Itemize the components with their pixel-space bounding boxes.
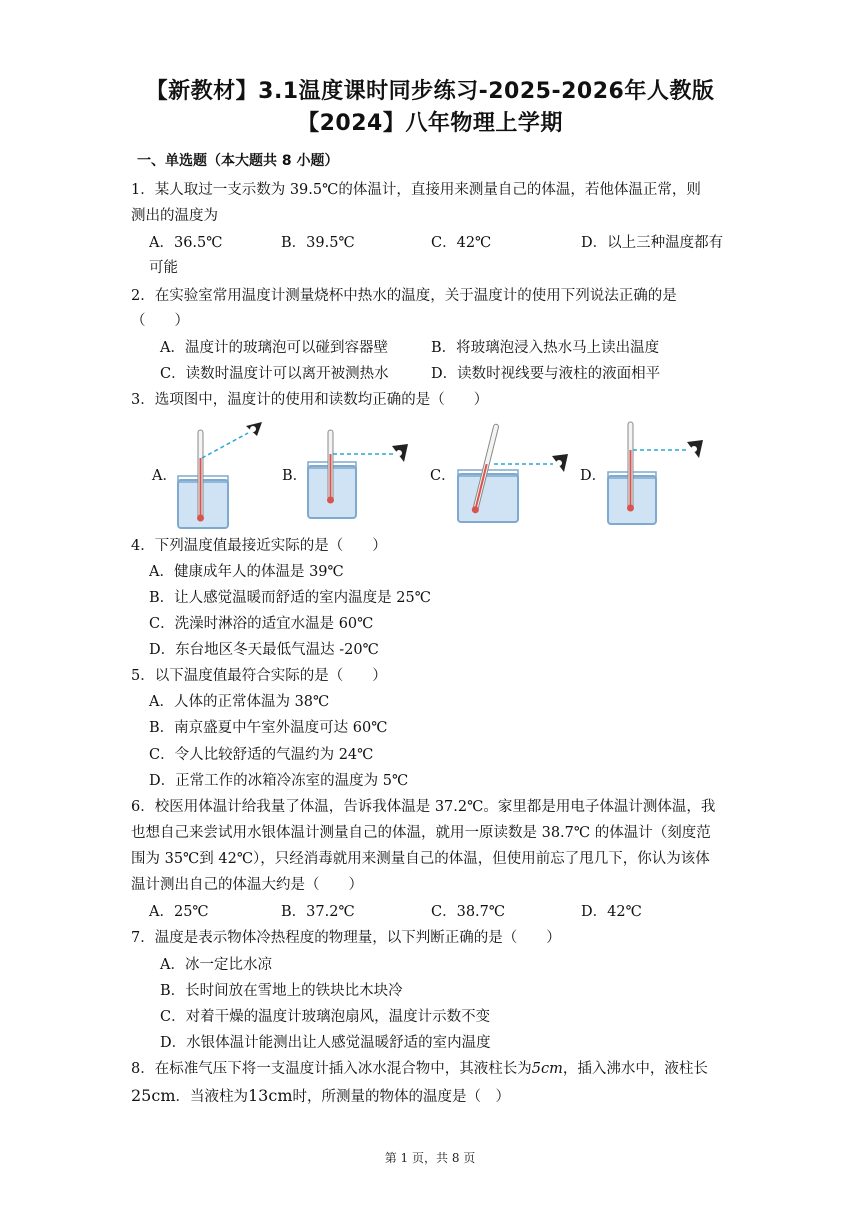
q6-option-c: C．38.7℃: [431, 904, 506, 920]
q6-option-d: D．42℃: [581, 904, 642, 920]
q8-value-5cm: 5cm: [531, 1061, 563, 1077]
q5-option-a: A．人体的正常体温为 38℃: [149, 694, 330, 710]
doc-title-line1: 【新教材】3.1温度课时同步练习-2025-2026年人教版: [145, 79, 715, 104]
q2-stem-cont: （ ）: [131, 313, 189, 329]
q7-option-d: D．水银体温计能测出让人感觉温暖舒适的室内温度: [160, 1035, 491, 1051]
q8-value-25cm: 25cm: [131, 1086, 176, 1105]
q3-figure: [140, 418, 730, 533]
q8-stem: [131, 1059, 708, 1079]
q6-stem-cont3: 温计测出自己的体温大约是（ ）: [131, 877, 363, 893]
q7-option-c: C．对着干燥的温度计玻璃泡扇风，温度计示数不变: [160, 1009, 491, 1025]
q3-option-c-figure: [458, 424, 568, 522]
q5-stem: 5．以下温度值最符合实际的是（ ）: [131, 668, 387, 684]
q4-option-c: C．洗澡时淋浴的适宜水温是 60℃: [149, 616, 374, 632]
q1-option-d: D．以上三种温度都有: [581, 235, 724, 251]
q3-option-d-figure: [608, 422, 703, 524]
q5-option-b: B．南京盛夏中午室外温度可达 60℃: [149, 720, 388, 736]
q1-option-d-cont: 可能: [149, 260, 178, 276]
doc-title-line2: 【2024】八年物理上学期: [297, 111, 563, 136]
q8-stem-part1: 8．在标准气压下将一支温度计插入冰水混合物中，其液柱长为: [131, 1061, 532, 1077]
q6-option-a: A．25℃: [149, 904, 209, 920]
q8-stem-part4: 时，所测量的物体的温度是（ ）: [292, 1089, 510, 1105]
q1-option-b: B．39.5℃: [281, 235, 355, 251]
q2-option-c: C．读数时温度计可以离开被测热水: [160, 366, 389, 382]
q6-option-b: B．37.2℃: [281, 904, 355, 920]
q4-option-a: A．健康成年人的体温是 39℃: [149, 564, 344, 580]
q2-option-b: B．将玻璃泡浸入热水马上读出温度: [431, 340, 660, 356]
q2-option-a: A．温度计的玻璃泡可以碰到容器壁: [160, 340, 388, 356]
q8-value-13cm: 13cm: [248, 1086, 293, 1105]
page-footer: 第 1 页，共 8 页: [384, 1151, 476, 1165]
q6-stem: 6．校医用体温计给我量了体温，告诉我体温是 37.2℃。家里都是用电子体温计测体温，我: [131, 799, 716, 815]
q6-stem-cont2: 围为 35℃到 42℃），只经消毒就用来测量自己的体温，但使用前忘了甩几下，你认为该体: [131, 851, 710, 867]
q4-option-b: B．让人感觉温暖而舒适的室内温度是 25℃: [149, 590, 431, 606]
q5-option-c: C．令人比较舒适的气温约为 24℃: [149, 747, 374, 763]
q3-option-b-figure: [308, 430, 408, 518]
q1-option-a: A．36.5℃: [149, 235, 223, 251]
q3-label-a: A．: [152, 468, 177, 484]
q7-option-b: B．长时间放在雪地上的铁块比木块冷: [160, 983, 403, 999]
q8-stem-cont: [131, 1086, 510, 1107]
q7-option-a: A．冰一定比水凉: [160, 957, 272, 973]
q4-option-d: D．东台地区冬天最低气温达 -20℃: [149, 642, 379, 658]
q8-stem-part3: ．当液柱为: [175, 1089, 248, 1105]
q6-stem-cont1: 也想自己来尝试用水银体温计测量自己的体温，就用一原读数是 38.7℃ 的体温计（刻度范: [131, 825, 711, 841]
q5-option-d: D．正常工作的冰箱冷冻室的温度为 5℃: [149, 773, 409, 789]
q3-stem: 3．选项图中，温度计的使用和读数均正确的是（ ）: [131, 392, 489, 408]
q8-stem-part2: ，插入沸水中，液柱长: [562, 1061, 708, 1077]
q3-label-c: C．: [430, 468, 456, 484]
q1-stem-cont: 测出的温度为: [131, 208, 218, 224]
q3-label-d: D．: [580, 468, 607, 484]
q2-option-d: D．读数时视线要与液柱的液面相平: [431, 366, 661, 382]
q2-stem: 2．在实验室常用温度计测量烧杯中热水的温度，关于温度计的使用下列说法正确的是: [131, 288, 677, 304]
q7-stem: 7．温度是表示物体冷热程度的物理量，以下判断正确的是（ ）: [131, 930, 561, 946]
q1-option-c: C．42℃: [431, 235, 492, 251]
q3-option-a-figure: [178, 422, 262, 528]
section-heading: 一、单选题（本大题共 8 小题）: [137, 153, 339, 169]
q1-stem: 1．某人取过一支示数为 39.5℃的体温计，直接用来测量自己的体温，若他体温正常，则: [131, 182, 701, 198]
q4-stem: 4．下列温度值最接近实际的是（ ）: [131, 538, 387, 554]
q3-label-b: B．: [282, 468, 308, 484]
